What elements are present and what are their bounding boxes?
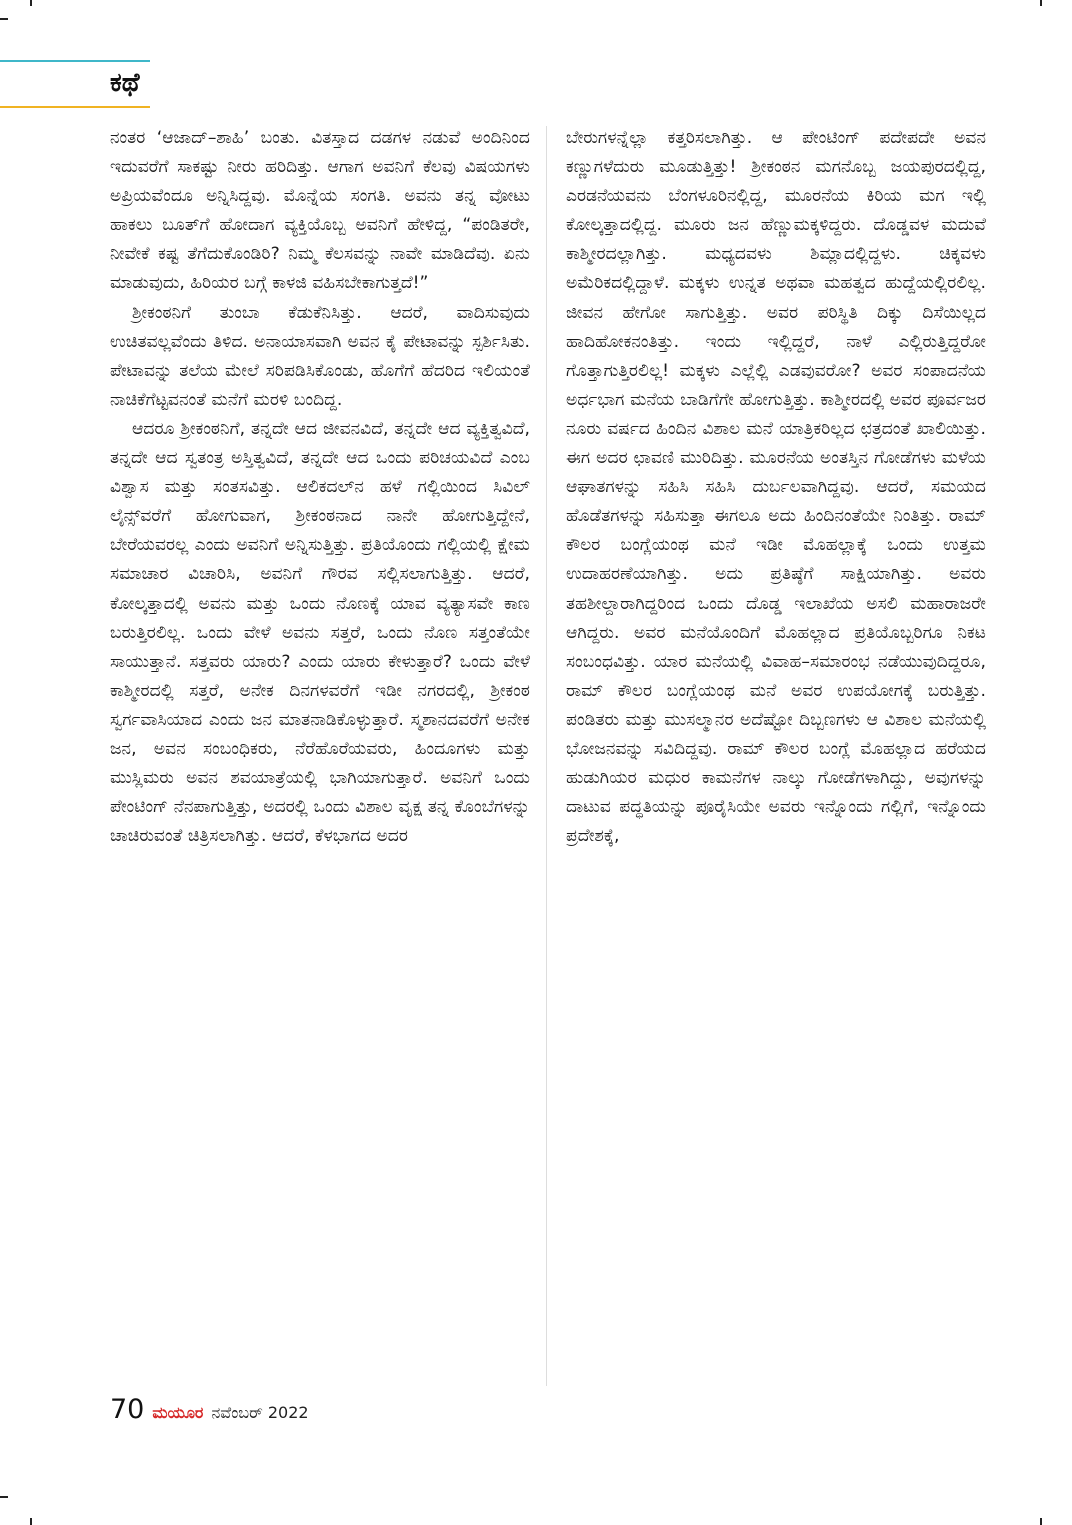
crop-mark <box>0 1496 8 1498</box>
header-rule-bottom <box>0 106 150 108</box>
column-divider <box>546 126 547 1386</box>
section-label: ಕಥೆ <box>110 68 140 98</box>
magazine-logo: ಮಯೂರ <box>152 1403 204 1422</box>
issue-date: ನವೆಂಬರ್ 2022 <box>211 1403 309 1422</box>
page-footer <box>110 1394 309 1425</box>
page-number: 70 <box>110 1394 145 1425</box>
crop-mark <box>1040 0 1042 6</box>
paragraph: ಆದರೂ ಶ್ರೀಕಂಠನಿಗೆ, ತನ್ನದೇ ಆದ ಜೀವನವಿದೆ, ತನ್ನದೇ ಆದ ವ್ಯಕ್ತಿತ್ವವಿದೆ, ತನ್ನದೇ ಆದ ಸ್ವತಂತ್ರ ಅಸ್ತಿತ್ವವಿದೆ, ತನ್ನದೇ ಆದ ಒಂದು ಪರಿಚಯವಿದೆ ಎಂಬ ವಿಶ್ವಾಸ ಮತ್ತು ಸಂತಸವಿತ್ತು. ಆಲಿಕದಲ್‌ನ ಹಳೆ ಗಲ್ಲಿಯಿಂದ ಸಿವಿಲ್ ಲೈನ್ಸ್‌ವರೆಗೆ ಹೋಗುವಾಗ, ಶ್ರೀಕಂಠನಾದ ನಾನೇ ಹೋಗುತ್ತಿದ್ದೇನೆ, ಬೇರೆಯವರಲ್ಲ ಎಂದು ಅವನಿಗೆ ಅನ್ನಿಸುತ್ತಿತ್ತು. ಪ್ರತಿಯೊಂದು ಗಲ್ಲಿಯಲ್ಲಿ ಕ್ಷೇಮ ಸಮಾಚಾರ ವಿಚಾರಿಸಿ, ಅವನಿಗೆ ಗೌರವ ಸಲ್ಲಿಸಲಾಗುತ್ತಿತ್ತು. ಆದರೆ, ಕೋಲ್ಕತ್ತಾದಲ್ಲಿ ಅವನು ಮತ್ತು ಒಂದು ನೊಣಕ್ಕೆ ಯಾವ ವ್ಯತ್ಯಾಸವೇ ಕಾಣ ಬರುತ್ತಿರಲಿಲ್ಲ. ಒಂದು ವೇಳೆ ಅವನು ಸತ್ತರೆ, ಒಂದು ನೊಣ ಸತ್ತಂತೆಯೇ ಸಾಯುತ್ತಾನೆ. ಸತ್ತವರು ಯಾರು? ಎಂದು ಯಾರು ಕೇಳುತ್ತಾರೆ? ಒಂದು ವೇಳೆ ಕಾಶ್ಮೀರದಲ್ಲಿ ಸತ್ತರೆ, ಅನೇಕ ದಿನಗಳವರೆಗೆ ಇಡೀ ನಗರದಲ್ಲಿ, ಶ್ರೀಕಂಠ ಸ್ವರ್ಗವಾಸಿಯಾದ ಎಂದು ಜನ ಮಾತನಾಡಿಕೊಳ್ಳುತ್ತಾರೆ. ಸ್ಮಶಾನದವರೆಗೆ ಅನೇಕ ಜನ, ಅವನ ಸಂಬಂಧಿಕರು, ನೆರೆಹೊರೆಯವರು, ಹಿಂದೂಗಳು ಮತ್ತು ಮುಸ್ಲಿಮರು ಅವನ ಶವಯಾತ್ರೆಯಲ್ಲಿ ಭಾಗಿಯಾಗುತ್ತಾರೆ. ಅವನಿಗೆ ಒಂದು ಪೇಂಟಿಂಗ್ ನೆನಪಾಗುತ್ತಿತ್ತು, ಅದರಲ್ಲಿ ಒಂದು ವಿಶಾಲ ವೃಕ್ಷ ತನ್ನ ಕೊಂಬೆಗಳನ್ನು ಚಾಚಿರುವಂತೆ ಚಿತ್ರಿಸಲಾಗಿತ್ತು. ಆದರೆ, ಕೆಳಭಾಗದ ಅದರ <box>110 418 530 847</box>
paragraph: ನಂತರ ‘ಆಜಾದ್–ಶಾಹಿ’ ಬಂತು. ವಿತಸ್ತಾದ ದಡಗಳ ನಡುವೆ ಅಂದಿನಿಂದ ಇದುವರೆಗೆ ಸಾಕಷ್ಟು ನೀರು ಹರಿದಿತ್ತು. ಆಗಾಗ ಅವನಿಗೆ ಕೆಲವು ವಿಷಯಗಳು ಅಪ್ರಿಯವೆಂದೂ ಅನ್ನಿಸಿದ್ದವು. ಮೊನ್ನೆಯ ಸಂಗತಿ. ಅವನು ತನ್ನ ವೋಟು ಹಾಕಲು ಬೂತ್‌ಗೆ ಹೋದಾಗ ವ್ಯಕ್ತಿಯೊಬ್ಬ ಅವನಿಗೆ ಹೇಳಿದ್ದ, “ಪಂಡಿತರೇ, ನೀವೇಕೆ ಕಷ್ಟ ತೆಗೆದುಕೊಂಡಿರಿ? ನಿಮ್ಮ ಕೆಲಸವನ್ನು ನಾವೇ ಮಾಡಿದೆವು. ಏನು ಮಾಡುವುದು, ಹಿರಿಯರ ಬಗ್ಗೆ ಕಾಳಜಿ ವಹಿಸಬೇಕಾಗುತ್ತದೆ!” <box>110 128 530 294</box>
header-rule-top <box>0 60 150 62</box>
crop-mark <box>1040 1518 1042 1525</box>
crop-mark <box>30 1518 32 1525</box>
paragraph: ಬೇರುಗಳನ್ನೆಲ್ಲಾ ಕತ್ತರಿಸಲಾಗಿತ್ತು. ಆ ಪೇಂಟಿಂಗ್ ಪದೇಪದೇ ಅವನ ಕಣ್ಣುಗಳೆದುರು ಮೂಡುತ್ತಿತ್ತು! ಶ್ರೀಕಂಠನ ಮಗನೊಬ್ಬ ಜಯಪುರದಲ್ಲಿದ್ದ, ಎರಡನೆಯವನು ಬೆಂಗಳೂರಿನಲ್ಲಿದ್ದ, ಮೂರನೆಯ ಕಿರಿಯ ಮಗ ಇಲ್ಲಿ ಕೋಲ್ಕತ್ತಾದಲ್ಲಿದ್ದ. ಮೂರು ಜನ ಹೆಣ್ಣುಮಕ್ಕಳಿದ್ದರು. ದೊಡ್ಡವಳ ಮದುವೆ ಕಾಶ್ಮೀರದಲ್ಲಾಗಿತ್ತು. ಮಧ್ಯದವಳು ಶಿಮ್ಲಾದಲ್ಲಿದ್ದಳು. ಚಿಕ್ಕವಳು ಅಮೆರಿಕದಲ್ಲಿದ್ದಾಳೆ. ಮಕ್ಕಳು ಉನ್ನತ ಅಥವಾ ಮಹತ್ವದ ಹುದ್ದೆಯಲ್ಲಿರಲಿಲ್ಲ. ಜೀವನ ಹೇಗೋ ಸಾಗುತ್ತಿತ್ತು. ಅವರ ಪರಿಸ್ಥಿತಿ ದಿಕ್ಕು ದಿಸೆಯಿಲ್ಲದ ಹಾದಿಹೋಕನಂತಿತ್ತು. ಇಂದು ಇಲ್ಲಿದ್ದರೆ, ನಾಳೆ ಎಲ್ಲಿರುತ್ತಿದ್ದರೋ ಗೊತ್ತಾಗುತ್ತಿರಲಿಲ್ಲ! ಮಕ್ಕಳು ಎಲ್ಲೆಲ್ಲಿ ಎಡವುವರೋ? ಅವರ ಸಂಪಾದನೆಯ ಅರ್ಧಭಾಗ ಮನೆಯ ಬಾಡಿಗೆಗೇ ಹೋಗುತ್ತಿತ್ತು. ಕಾಶ್ಮೀರದಲ್ಲಿ ಅವರ ಪೂರ್ವಜರ ನೂರು ವರ್ಷದ ಹಿಂದಿನ ವಿಶಾಲ ಮನೆ ಯಾತ್ರಿಕರಿಲ್ಲದ ಛತ್ರದಂತೆ ಖಾಲಿಯಿತ್ತು. ಈಗ ಅದರ ಛಾವಣಿ ಮುರಿದಿತ್ತು. ಮೂರನೆಯ ಅಂತಸ್ತಿನ ಗೋಡೆಗಳು ಮಳೆಯ ಆಘಾತಗಳನ್ನು ಸಹಿಸಿ ಸಹಿಸಿ ದುರ್ಬಲವಾಗಿದ್ದವು. ಆದರೆ, ಸಮಯದ ಹೊಡೆತಗಳನ್ನು ಸಹಿಸುತ್ತಾ ಈಗಲೂ ಅದು ಹಿಂದಿನಂತೆಯೇ ನಿಂತಿತ್ತು. ರಾಮ್ ಕೌಲರ ಬಂಗ್ಲೆಯಂಥ ಮನೆ ಇಡೀ ಮೊಹಲ್ಲಾಕ್ಕೆ ಒಂದು ಉತ್ತಮ ಉದಾಹರಣೆಯಾಗಿತ್ತು. ಅದು ಪ್ರತಿಷ್ಠೆಗೆ ಸಾಕ್ಷಿಯಾಗಿತ್ತು. ಅವರು ತಹಶೀಲ್ದಾರಾಗಿದ್ದರಿಂದ ಒಂದು ದೊಡ್ಡ ಇಲಾಖೆಯ ಅಸಲಿ ಮಹಾರಾಜರೇ ಆಗಿದ್ದರು. ಅವರ ಮನೆಯೊಂದಿಗೆ ಮೊಹಲ್ಲಾದ ಪ್ರತಿಯೊಬ್ಬರಿಗೂ ನಿಕಟ ಸಂಬಂಧವಿತ್ತು. ಯಾರ ಮನೆಯಲ್ಲಿ ವಿವಾಹ–ಸಮಾರಂಭ ನಡೆಯುವುದಿದ್ದರೂ, ರಾಮ್ ಕೌಲರ ಬಂಗ್ಲೆಯಂಥ ಮನೆ ಅವರ ಉಪಯೋಗಕ್ಕೆ ಬರುತ್ತಿತ್ತು. ಪಂಡಿತರು ಮತ್ತು ಮುಸಲ್ಮಾನರ ಅದೆಷ್ಟೋ ದಿಬ್ಬಣಗಳು ಆ ವಿಶಾಲ ಮನೆಯಲ್ಲಿ ಭೋಜನವನ್ನು ಸವಿದಿದ್ದವು. ರಾಮ್ ಕೌಲರ ಬಂಗ್ಲೆ ಮೊಹಲ್ಲಾದ ಹರೆಯದ ಹುಡುಗಿಯರ ಮಧುರ ಕಾಮನೆಗಳ ನಾಲ್ಕು ಗೋಡೆಗಳಾಗಿದ್ದು, ಅವುಗಳನ್ನು ದಾಟುವ ಪದ್ಧತಿಯನ್ನು ಪೂರೈಸಿಯೇ ಅವರು ಇನ್ನೊಂದು ಗಲ್ಲಿಗೆ, ಇನ್ನೊಂದು ಪ್ರದೇಶಕ್ಕೆ, <box>566 128 986 847</box>
article-column-right <box>566 124 986 851</box>
article-column-left <box>110 124 530 851</box>
crop-mark <box>0 18 8 20</box>
paragraph: ಶ್ರೀಕಂಠನಿಗೆ ತುಂಬಾ ಕೆಡುಕೆನಿಸಿತ್ತು. ಆದರೆ, ವಾದಿಸುವುದು ಉಚಿತವಲ್ಲವೆಂದು ತಿಳಿದ. ಅನಾಯಾಸವಾಗಿ ಅವನ ಕೈ ಪೇಟಾವನ್ನು ಸ್ಪರ್ಶಿಸಿತು. ಪೇಟಾವನ್ನು ತಲೆಯ ಮೇಲೆ ಸರಿಪಡಿಸಿಕೊಂಡು, ಹೊಗೆಗೆ ಹೆದರಿದ ಇಲಿಯಂತೆ ನಾಚಿಕೆಗೆಟ್ಟವನಂತೆ ಮನೆಗೆ ಮರಳಿ ಬಂದಿದ್ದ. <box>110 302 530 410</box>
crop-mark <box>30 0 32 6</box>
